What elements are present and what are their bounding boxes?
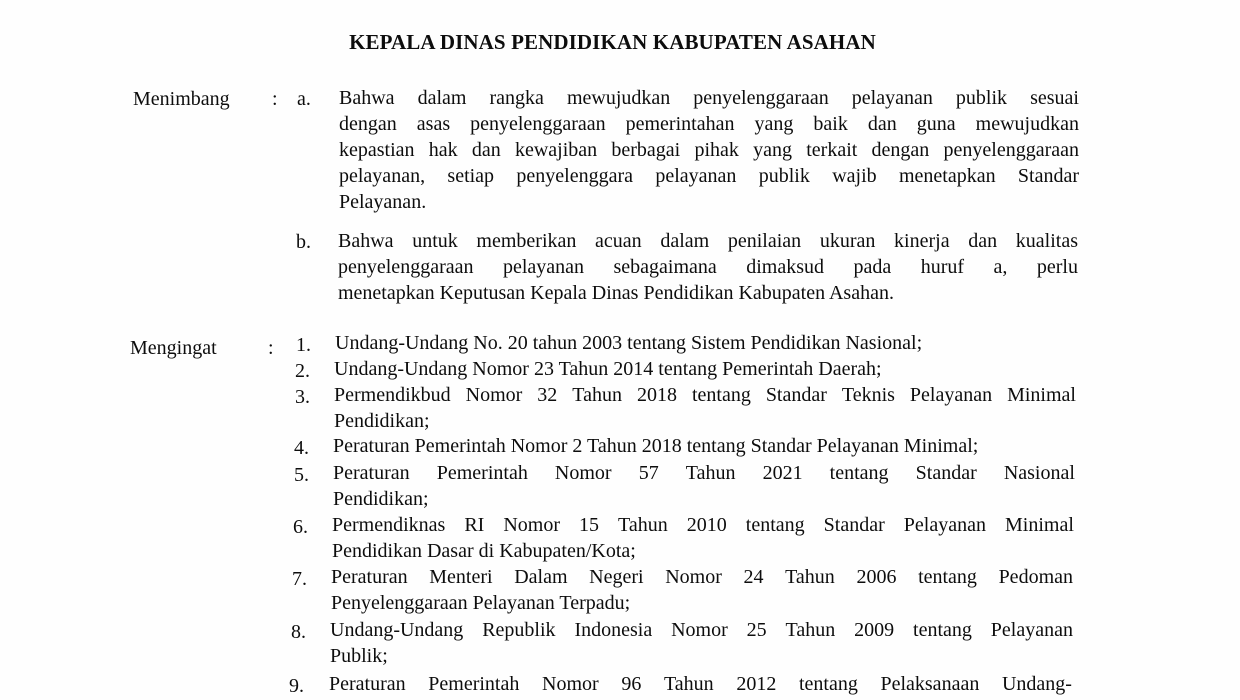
mengingat-item-3 (334, 382, 1076, 434)
menimbang-item-a (339, 85, 1079, 215)
text-line: Bahwa untuk memberikan acuan dalam penilaian ukuran kinerja dan kualitas (338, 230, 1078, 252)
menimbang-label: Menimbang (133, 88, 230, 110)
mengingat-item-5 (333, 460, 1075, 512)
mengingat-marker-4: 4. (294, 437, 309, 459)
mengingat-marker-7: 7. (292, 568, 307, 590)
mengingat-item-9 (329, 671, 1072, 697)
mengingat-marker-1: 1. (296, 334, 311, 356)
menimbang-marker-b: b. (296, 231, 311, 253)
text-line: penyelenggaraan pelayanan sebagaimana dimaksud pada huruf a, perlu (338, 256, 1078, 278)
mengingat-item-7 (331, 564, 1073, 616)
text-line: Pelayanan. (339, 191, 427, 213)
text-line: Peraturan Pemerintah Nomor 2 Tahun 2018 tentang Standar Pelayanan Minimal; (333, 435, 979, 457)
menimbang-colon: : (272, 88, 278, 110)
text-line: Peraturan Pemerintah Nomor 96 Tahun 2012 tentang Pelaksanaan Undang- (329, 673, 1072, 695)
mengingat-marker-9: 9. (289, 675, 304, 697)
text-line: Permendiknas RI Nomor 15 Tahun 2010 tentang Standar Pelayanan Minimal (332, 514, 1074, 536)
text-line: Bahwa dalam rangka mewujudkan penyelenggaraan pelayanan publik sesuai (339, 87, 1079, 109)
mengingat-marker-6: 6. (293, 516, 308, 538)
mengingat-item-2 (334, 356, 1074, 382)
text-line: Pendidikan; (334, 410, 430, 432)
text-line: pelayanan, setiap penyelenggara pelayanan publik wajib menetapkan Standar (339, 165, 1079, 187)
menimbang-marker-a: a. (297, 88, 311, 110)
mengingat-marker-2: 2. (295, 360, 310, 382)
text-line: Pendidikan; (333, 488, 429, 510)
text-line: kepastian hak dan kewajiban berbagai pihak yang terkait dengan penyelenggaraan (339, 139, 1079, 161)
mengingat-colon: : (268, 337, 274, 359)
text-line: Peraturan Pemerintah Nomor 57 Tahun 2021 tentang Standar Nasional (333, 462, 1075, 484)
mengingat-label: Mengingat (130, 337, 217, 359)
text-line: Undang-Undang Republik Indonesia Nomor 25 Tahun 2009 tentang Pelayanan (330, 619, 1073, 641)
mengingat-item-6 (332, 512, 1074, 564)
text-line: dengan asas penyelenggaraan pemerintahan yang baik dan guna mewujudkan (339, 113, 1079, 135)
mengingat-marker-5: 5. (294, 464, 309, 486)
document-title: KEPALA DINAS PENDIDIKAN KABUPATEN ASAHAN (349, 30, 876, 54)
bleed-through-header (545, 0, 705, 2)
text-line: Pendidikan Dasar di Kabupaten/Kota; (332, 540, 636, 562)
text-line: Publik; (330, 645, 388, 667)
menimbang-item-b (338, 228, 1078, 306)
text-line: menetapkan Keputusan Kepala Dinas Pendidikan Kabupaten Asahan. (338, 282, 894, 304)
text-line: Permendikbud Nomor 32 Tahun 2018 tentang Standar Teknis Pelayanan Minimal (334, 384, 1076, 406)
mengingat-item-1 (335, 330, 1075, 356)
text-line: Penyelenggaraan Pelayanan Terpadu; (331, 592, 631, 614)
text-line: Undang-Undang No. 20 tahun 2003 tentang Sistem Pendidikan Nasional; (335, 332, 923, 354)
text-line: Undang-Undang Nomor 23 Tahun 2014 tentang Pemerintah Daerah; (334, 358, 882, 380)
text-line: Peraturan Menteri Dalam Negeri Nomor 24 Tahun 2006 tentang Pedoman (331, 566, 1073, 588)
mengingat-marker-8: 8. (291, 621, 306, 643)
mengingat-marker-3: 3. (295, 386, 310, 408)
mengingat-item-8 (330, 617, 1073, 669)
mengingat-item-4 (333, 433, 1075, 459)
